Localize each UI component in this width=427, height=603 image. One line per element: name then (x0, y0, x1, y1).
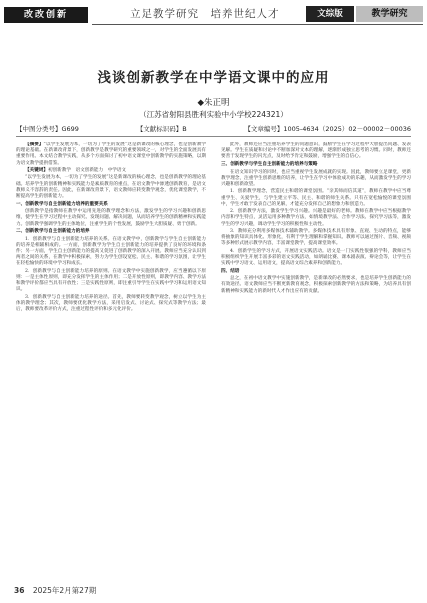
paragraph-text: 4．创新学生的学习方式，开展语文实践活动。语文是一门实践性很强的学科，教师应当积极组织学生开展丰富多彩的语文实践活动，如朗诵比赛、课本剧表演、辩论会等，让学生在实践中学习语文、运用语文，提高语文综合素养和创新能力。 (221, 248, 411, 267)
paragraph-label: 【摘要】 (25, 142, 44, 147)
author-affiliation: （江苏省射阳县胜利实验中小学校224321） (139, 110, 288, 119)
running-header (0, 0, 427, 30)
paragraph-text: 2．创新教学方法，激发学生学习兴趣。兴趣是最好的老师。教师在教学中应当根据教学内容和学生特点，灵活运用多种教学方法，如情境教学法、合作学习法、探究学习法等，激发学生的学习兴趣，调动学生学习的积极性和主动性。 (221, 209, 411, 227)
journal-slogan: 立足教学研究 培养世纪人才 (130, 8, 280, 20)
section-heading: 一、创新教学与自主创新能力培养的重要关系 (16, 201, 108, 207)
paragraph-text: 1．创新教学与自主创新能力培养的关系。在语文教学中，创新教学与学生自主创新能力的培养是相辅相成的。一方面，创新教学为学生自主创新能力的培养提供了良好的环境和条件；另一方面，学生自主创新能力的提高又促进了创新教学的深入开展。教师应当充分认识到两者之间的关系，在教学中积极探索，努力为学生创设宽松、民主、和谐的学习氛围，让学生在轻松愉快的环境中学习和成长。 (16, 236, 206, 267)
body-paragraph (221, 142, 411, 161)
summary-paragraph (16, 168, 206, 174)
paragraph-text: 此外，教师还应当注重培养学生的问题意识，鼓励学生在学习过程中大胆提出问题、发表见解。学生在质疑和讨论中不断加深对文本的理解，逐渐形成独立思考的习惯。同时，教师还要善于发现学生的闪光点，及时给予肯定和鼓励，增强学生的自信心。 (221, 142, 411, 160)
paragraph-label: 【关键词】 (25, 168, 48, 173)
article-number: 【文章编号】1005-4634（2025）02－00002－00036 (244, 125, 411, 133)
article-author: ◆朱正明 (197, 98, 230, 108)
body-paragraph (16, 269, 206, 294)
section-tag: 文综版 (306, 6, 354, 22)
paragraph-text: 在语文知识学习的同时，也应当重视学生发展成就的实现。因此，教师要立足课堂，更新教学理念，注重学生创新思维的培养，让学生在学习中体验成功的乐趣，从而激发学生的学习兴趣和创新欲望。 (221, 169, 411, 187)
right-column (221, 142, 411, 562)
article-title: 浅谈创新教学在中学语文课中的应用 (97, 70, 330, 86)
section-heading: 二、创新教学与自主创新能力的培养 (16, 229, 90, 235)
body-paragraph (16, 175, 206, 200)
header-rule (92, 24, 423, 25)
section-heading: 三、创新教学与学生自主创新能力的培养与策略 (221, 162, 318, 168)
paragraph-text: 3．创新教学与自主创新能力培养的途径。首先，教师要转变教学观念，树立以学生为主体的教学理念；其次，教师要优化教学方法，采用启发式、讨论式、探究式等教学方法；最后，教师要改革评价方式，注重过程性评价和多元化评价。 (16, 294, 206, 313)
paragraph-text: 创新教学是指教师在教学中运用先进的教学理念和方法，激发学生的学习兴趣和创新思维，使学生在学习过程中主动探究、发现问题、解决问题，从而培养学生的创新精神和实践能力。创新教学强调学生的主体地位，注重学生的个性发展，鼓励学生大胆质疑、勇于创新。 (16, 209, 206, 227)
classification-line (16, 124, 411, 137)
issue-info: 2025年2月第27期 (32, 586, 97, 595)
body-paragraph (221, 170, 411, 189)
body-paragraph (221, 209, 411, 228)
paragraph-text: “以学生发展为本，一切为了学生的发展”这是新课改的核心理念，也是创新教学的理论基础。在新课改背景下，创新教学是教学研究的重要领域之一，对学生的全面发展具有重要作用。本文结合教学实践，从多个方面探讨了初中语文课堂中创新教学的实施策略，以期为语文教学提供借鉴。 (16, 142, 206, 166)
body-paragraph (221, 249, 411, 268)
column-name: 教学研究 (356, 6, 423, 22)
paragraph-text: “以学生发展为本，一切为了学生的发展”这是新课改的核心理念，也是创新教学的理论基础。培养学生的创新精神和实践能力是素质教育的重点，在语文教学中渗透创新教育，是语文教师义不容辞的责任。因此，在新课改背景下，语文教师应转变教学观念，优化课堂教学，不断提高学生的创新能力。 (16, 175, 206, 199)
page-number: 36 (14, 586, 25, 595)
body-paragraph (16, 209, 206, 228)
body-paragraph (221, 229, 411, 248)
class-number: 【中图分类号】G699 (16, 125, 79, 133)
paragraph-text: 总之，在初中语文教学中实施创新教学，是新课改的必然要求，也是培养学生创新能力的有效途径。语文教师应当不断更新教育观念，积极探索创新教学的方法和策略，为培养具有创新精神和实践能力的新时代人才作出应有的贡献。 (221, 276, 411, 294)
document-code: 【文献标识码】B (136, 125, 187, 133)
paragraph-text: 1．创新教学理念，营造民主和谐的课堂氛围。“亲其师而信其道”，教师在教学中应当尊重学生、关爱学生，与学生建立平等、民主、和谐的师生关系。只有在宽松愉悦的课堂氛围中，学生才敢于发表自己的见解，才能充分发挥自己的想象力和创造力。 (221, 189, 411, 207)
body-paragraph (221, 189, 411, 208)
body-paragraph (221, 276, 411, 295)
page-footer (14, 585, 96, 596)
paragraph-text: 2．创新教学与自主创新能力培养的原则。在语文教学中实施创新教学，应当遵循以下原则：一是主体性原则，即充分发挥学生的主体作用；二是开放性原则，即教学内容、教学方法和教学评价都应当具有开放性；三是实践性原则，即注重引导学生在实践中学习和运用语文知识。 (16, 268, 206, 293)
summary-paragraph (16, 142, 206, 167)
section-heading: 四、结语 (221, 268, 240, 274)
body-paragraph (16, 237, 206, 268)
body-paragraph (16, 295, 206, 314)
paragraph-text: 初创新教学 语文创新能力 中学语文 (47, 168, 127, 173)
left-column (16, 142, 206, 562)
paragraph-text: 3．教师充分利用多媒体技术辅助教学。多媒体技术具有形象、直观、生动的特点，能够将抽象的知识具体化、形象化，有利于学生理解和掌握知识。教师可以通过图片、音频、视频等多种形式展示教学内容，丰富课堂教学，提高课堂效率。 (221, 228, 411, 247)
journal-brand: 改改创新 (4, 7, 88, 23)
